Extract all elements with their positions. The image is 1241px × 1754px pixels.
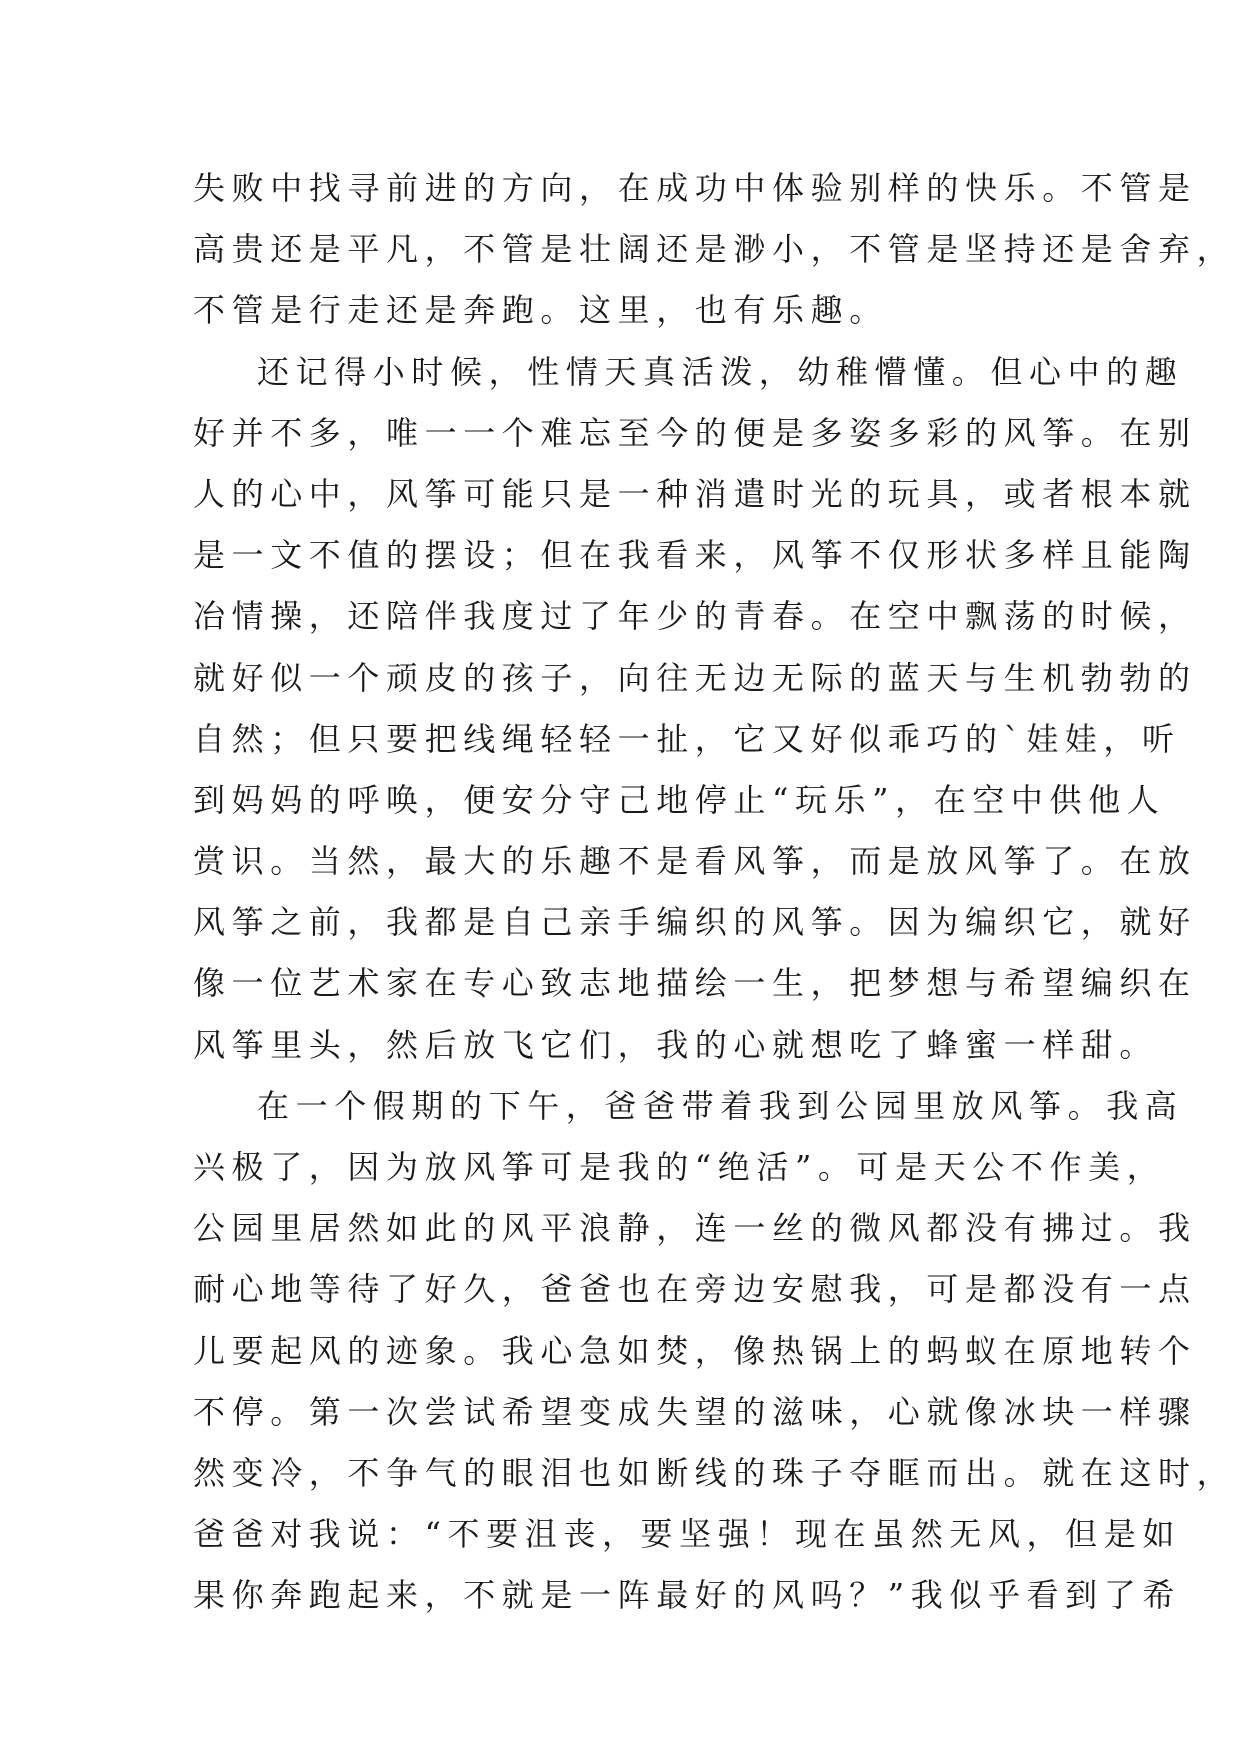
text-line: 好并不多，唯一一个难忘至今的便是多姿多彩的风筝。在别 [193, 413, 1197, 452]
text-line: 赏识。当然，最大的乐趣不是看风筝，而是放风筝了。在放 [193, 842, 1197, 881]
text-line: 到妈妈的呼唤，便安分守己地停止“玩乐”，在空中供他人 [193, 780, 1166, 819]
text-line: 公园里居然如此的风平浪静，连一丝的微风都没有拂过。我 [193, 1209, 1197, 1248]
document-body [193, 158, 1236, 1627]
paragraph-first-line: 在一个假期的下午，爸爸带着我到公园里放风筝。我高 [257, 1086, 1184, 1125]
text-line: 兴极了，因为放风筝可是我的“绝活”。可是天公不作美， [193, 1148, 1166, 1186]
text-line: 失败中找寻前进的方向，在成功中体验别样的快乐。不管是 [193, 169, 1197, 207]
text-line: 人的心中，风筝可能只是一种消遣时光的玩具，或者根本就 [193, 474, 1197, 513]
text-line: 冶情操，还陪伴我度过了年少的青春。在空中飘荡的时候， [193, 597, 1197, 636]
text-line: 高贵还是平凡，不管是壮阔还是渺小，不管是坚持还是舍弃， [193, 230, 1236, 269]
text-line: 不停。第一次尝试希望变成失望的滋味，心就像冰块一样骤 [193, 1392, 1197, 1431]
text-line: 是一文不值的摆设；但在我看来，风筝不仅形状多样且能陶 [193, 536, 1197, 575]
text-line: 像一位艺术家在专心致志地描绘一生，把梦想与希望编织在 [193, 964, 1197, 1003]
text-line: 不管是行走还是奔跑。这里，也有乐趣。 [193, 291, 888, 330]
text-line: 自然；但只要把线绳轻轻一扯，它又好似乖巧的`娃娃，听 [193, 719, 1181, 758]
text-line: 风筝里头，然后放飞它们，我的心就想吃了蜂蜜一样甜。 [193, 1025, 1159, 1064]
text-line: 果你奔跑起来，不就是一阵最好的风吗？”我似乎看到了希 [193, 1576, 1181, 1615]
text-line: 然变冷，不争气的眼泪也如断线的珠子夺眶而出。就在这时， [193, 1453, 1236, 1492]
text-line: 爸爸对我说：“不要沮丧，要坚强！现在虽然无风，但是如 [193, 1515, 1181, 1554]
text-line: 耐心地等待了好久，爸爸也在旁边安慰我，可是都没有一点 [193, 1270, 1197, 1309]
text-line: 风筝之前，我都是自己亲手编织的风筝。因为编织它，就好 [193, 903, 1197, 942]
text-line: 就好似一个顽皮的孩子，向往无边无际的蓝天与生机勃勃的 [193, 658, 1197, 697]
text-line: 儿要起风的迹象。我心急如焚，像热锅上的蚂蚁在原地转个 [193, 1331, 1197, 1370]
paragraph-first-line: 还记得小时候，性情天真活泼，幼稚懵懂。但心中的趣 [257, 352, 1184, 391]
